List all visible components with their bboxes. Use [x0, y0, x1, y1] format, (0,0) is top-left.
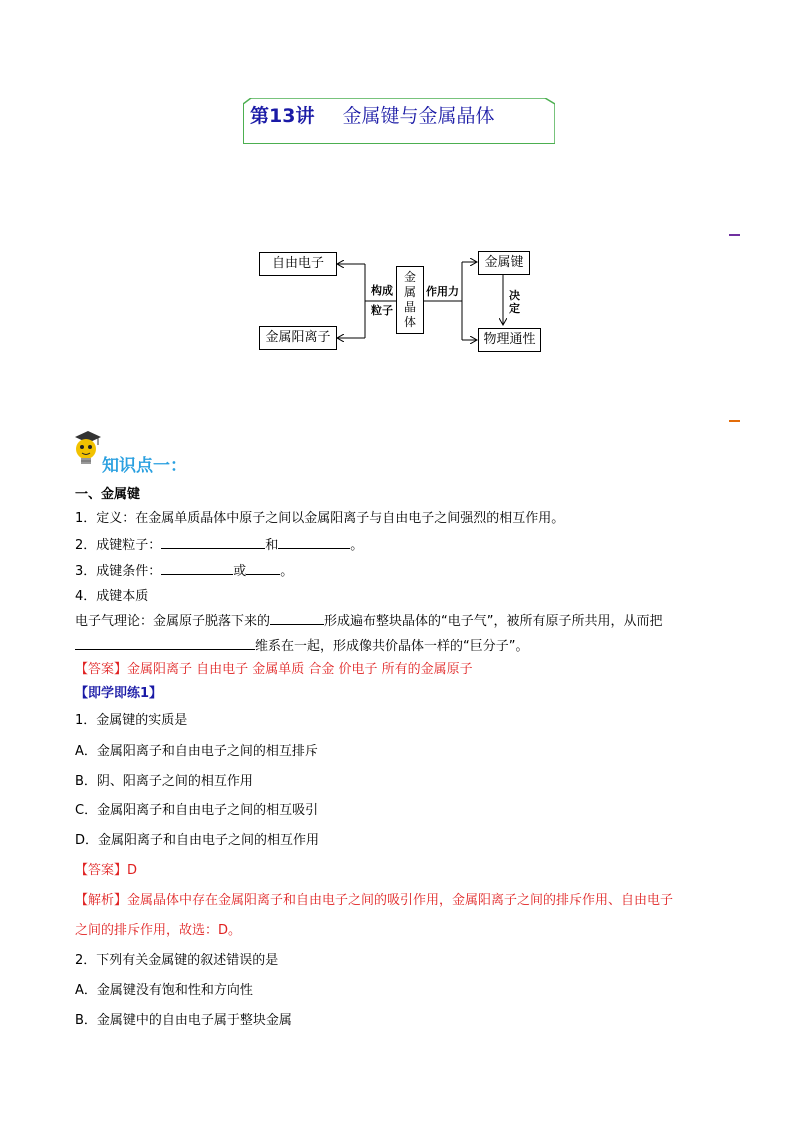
q1-answer: 【答案】D — [75, 863, 138, 878]
box-metal-bond — [478, 251, 530, 275]
question-1: 1．金属键的实质是 — [75, 713, 188, 728]
margin-mark-top — [729, 234, 740, 236]
bonding-particles-item — [75, 535, 363, 556]
page-title — [250, 104, 494, 128]
blank-field[interactable] — [161, 535, 265, 549]
box-free-electron-label: 自由电子 — [271, 256, 324, 271]
margin-mark-bottom — [729, 420, 740, 422]
blank-field[interactable] — [246, 561, 280, 575]
item3-end: 。 — [280, 564, 294, 579]
q2-option-a: A．金属键没有饱和性和方向性 — [75, 983, 253, 998]
item3-label: 3．成键条件： — [75, 564, 162, 579]
crystal-char-3: 晶 — [403, 300, 416, 314]
blank-field[interactable] — [161, 561, 233, 575]
box-metal-cation-label: 金属阳离子 — [265, 330, 331, 345]
item2-label: 2．成键粒子： — [75, 538, 162, 553]
item3-or: 或 — [233, 564, 247, 579]
crystal-char-1: 金 — [403, 270, 416, 284]
q1-option-c: C．金属阳离子和自由电子之间的相互吸引 — [75, 803, 319, 818]
label-decide-1: 决 — [509, 289, 520, 302]
blank-field[interactable] — [75, 636, 255, 650]
q1-analysis-line2: 之间的排斥作用，故选：D。 — [75, 923, 242, 938]
theory-part-c: 维系在一起，形成像共价晶体一样的“巨分子”。 — [255, 639, 529, 654]
electron-gas-theory-line1 — [75, 611, 663, 632]
item2-and: 和 — [265, 538, 279, 553]
electron-gas-theory-line2 — [75, 636, 528, 657]
lecture-title: 金属键与金属晶体 — [342, 105, 495, 127]
q2-option-b: B．金属键中的自由电子属于整块金属 — [75, 1013, 292, 1028]
bonding-conditions-item — [75, 561, 293, 582]
label-force: 作用力 — [426, 285, 459, 298]
section1-answer: 【答案】金属阳离子 自由电子 金属单质 合金 价电子 所有的金属原子 — [75, 662, 473, 677]
q1-analysis-line1: 【解析】金属晶体中存在金属阳离子和自由电子之间的吸引作用，金属阳离子之间的排斥作用、自由电子 — [75, 893, 674, 908]
box-physical-properties — [478, 328, 541, 352]
label-compose-2: 粒子 — [371, 304, 393, 317]
bonding-essence-item: 4．成键本质 — [75, 589, 149, 604]
item2-end: 。 — [350, 538, 364, 553]
box-metal-crystal — [396, 266, 424, 334]
crystal-char-4: 体 — [403, 315, 416, 329]
question-2: 2．下列有关金属键的叙述错误的是 — [75, 953, 279, 968]
definition-item: 1．定义：在金属单质晶体中原子之间以金属阳离子与自由电子之间强烈的相互作用。 — [75, 511, 565, 526]
practice-heading: 【即学即练1】 — [75, 686, 163, 701]
blank-field[interactable] — [278, 535, 350, 549]
label-compose-1: 构成 — [371, 284, 393, 297]
crystal-char-2: 属 — [403, 285, 416, 299]
theory-part-b: 形成遍布整块晶体的“电子气”，被所有原子所共用，从而把 — [324, 614, 663, 629]
theory-part-a: 电子气理论：金属原子脱落下来的 — [75, 614, 271, 629]
box-metal-cation — [259, 326, 337, 350]
section-heading: 一、金属键 — [75, 487, 141, 502]
blank-field[interactable] — [270, 611, 324, 625]
q1-option-a: A．金属阳离子和自由电子之间的相互排斥 — [75, 744, 318, 759]
label-decide-2: 定 — [509, 302, 520, 315]
knowledge-point-heading: 知识点一： — [102, 456, 187, 476]
lecture-number: 第13讲 — [250, 105, 315, 127]
box-physical-label: 物理通性 — [483, 332, 536, 347]
q1-option-d: D．金属阳离子和自由电子之间的相互作用 — [75, 833, 320, 848]
q1-option-b: B．阴、阳离子之间的相互作用 — [75, 774, 253, 789]
box-metal-bond-label: 金属键 — [484, 255, 524, 270]
scholar-bulb-icon — [71, 430, 101, 468]
box-free-electron — [259, 252, 337, 276]
